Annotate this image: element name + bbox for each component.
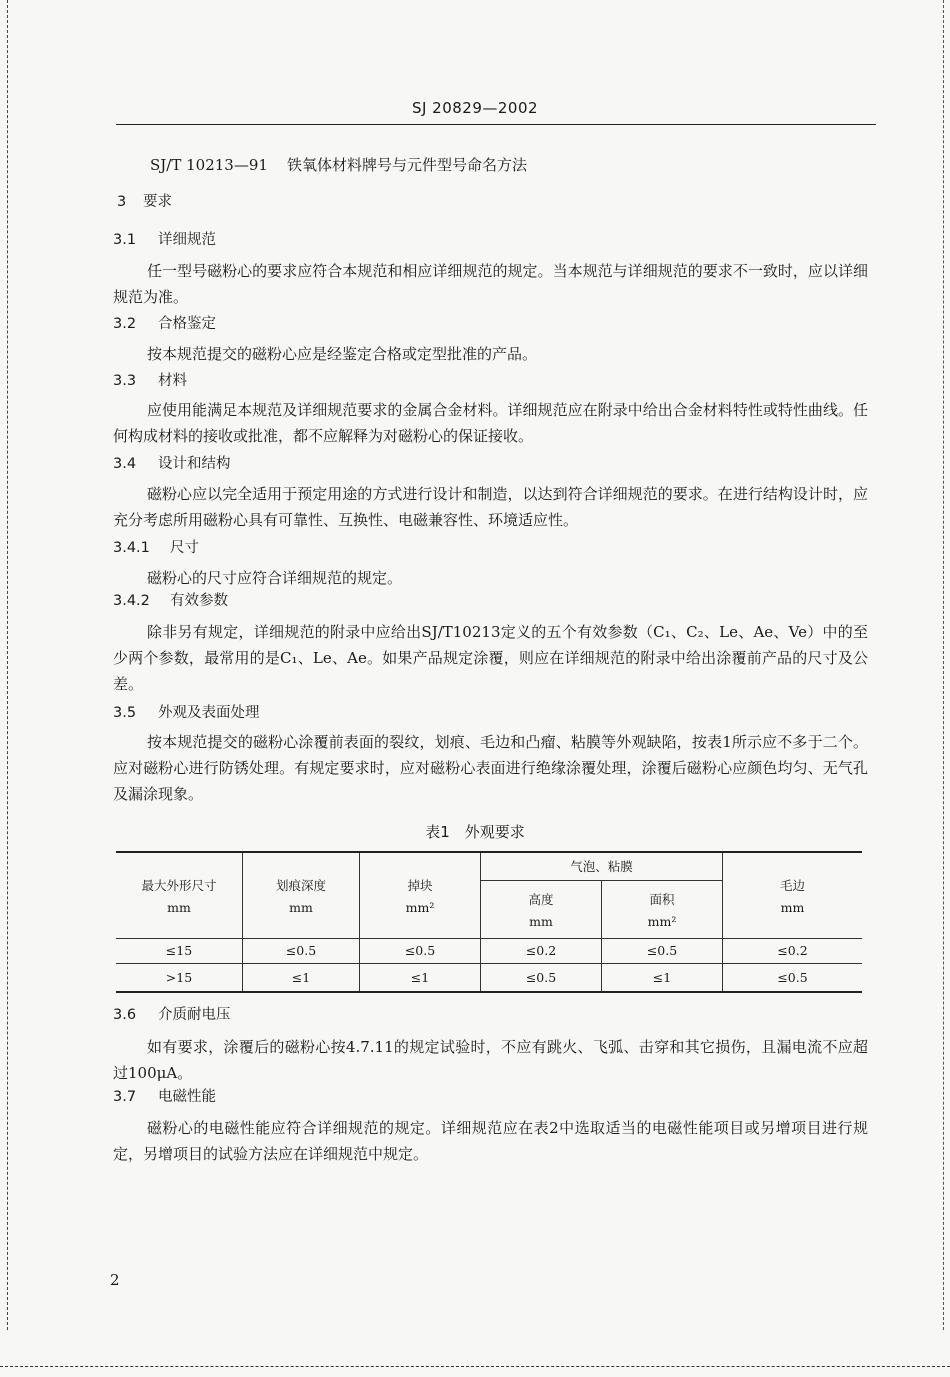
header-area-unit: mm² — [647, 913, 677, 929]
section-3-2-heading — [113, 315, 216, 333]
header-height-unit: mm — [529, 913, 553, 929]
header-area — [602, 880, 723, 938]
header-size — [116, 852, 243, 938]
header-area-label: 面积 — [649, 891, 675, 907]
section-number: 3.5 — [113, 705, 137, 721]
section-number: 3 — [117, 194, 127, 210]
section-3-4-1-body: 磁粉心的尺寸应符合详细规范的规定。 — [147, 569, 403, 587]
appearance-table — [116, 851, 862, 993]
section-title: 合格鉴定 — [158, 316, 216, 332]
section-number: 3.1 — [113, 232, 137, 248]
cell-area: ≤0.5 — [602, 938, 723, 963]
reference-title: 铁氧体材料牌号与元件型号命名方法 — [287, 156, 528, 174]
header-scratch-unit: mm — [289, 899, 313, 915]
scan-edge-left — [7, 0, 8, 1330]
section-title: 详细规范 — [158, 232, 216, 248]
table-row — [116, 963, 862, 992]
section-title: 设计和结构 — [158, 456, 231, 472]
section-number: 3.4.2 — [113, 593, 150, 609]
section-number: 3.7 — [113, 1089, 137, 1105]
section-number: 3.4.1 — [113, 540, 150, 556]
header-scratch — [243, 852, 360, 938]
section-number: 3.2 — [113, 316, 137, 332]
table-1-caption: 表1 外观要求 — [425, 823, 525, 841]
header-height — [481, 880, 602, 938]
section-3-7-body: 磁粉心的电磁性能应符合详细规范的规定。详细规范应在表2中选取适当的电磁性能项目或另增项目进行规定，另增项目的试验方法应在详细规范中规定。 — [113, 1119, 868, 1163]
section-number: 3.3 — [113, 373, 137, 389]
section-title: 有效参数 — [170, 593, 228, 609]
section-title: 介质耐电压 — [158, 1007, 231, 1023]
header-scratch-label: 划痕深度 — [275, 877, 326, 893]
cell-height: ≤0.2 — [481, 938, 602, 963]
section-title: 要求 — [143, 194, 172, 210]
section-title: 尺寸 — [170, 540, 199, 556]
section-number: 3.6 — [113, 1007, 137, 1023]
header-height-label: 高度 — [528, 891, 554, 907]
cell-height: ≤0.5 — [481, 963, 602, 992]
section-number: 3.4 — [113, 456, 137, 472]
section-3-5-heading — [113, 704, 260, 722]
cell-chip: ≤0.5 — [360, 938, 481, 963]
section-3-1-body: 任一型号磁粉心的要求应符合本规范和相应详细规范的规定。当本规范与详细规范的要求不一致时，应以详细规范为准。 — [113, 262, 868, 306]
section-3-1-heading — [113, 231, 216, 249]
section-3-5-body: 按本规范提交的磁粉心涂覆前表面的裂纹，划痕、毛边和凸瘤、粘膜等外观缺陷，按表1所示应不多于二个。应对磁粉心进行防锈处理。有规定要求时，应对磁粉心表面进行绝缘涂覆处理，涂覆后磁粉心应颜色均匀、无气孔及漏涂现象。 — [113, 733, 868, 803]
header-rule — [116, 124, 876, 125]
scan-edge-right — [943, 0, 944, 1330]
section-3-4-heading — [113, 455, 231, 473]
section-3-4-2-body: 除非另有规定，详细规范的附录中应给出SJ/T10213定义的五个有效参数（C₁、C₂、Le、Ae、Ve）中的至少两个参数，最常用的是C₁、Le、Ae。如果产品规定涂覆，则应在详细规范的附录中给出涂覆前产品的尺寸及公差。 — [113, 623, 868, 693]
cell-area: ≤1 — [602, 963, 723, 992]
cell-burr: ≤0.5 — [723, 963, 863, 992]
cell-size: ≤15 — [116, 938, 243, 963]
header-burr-label: 毛边 — [779, 877, 805, 893]
section-3-7-heading — [113, 1088, 216, 1106]
cell-scratch: ≤1 — [243, 963, 360, 992]
section-3-3-heading — [113, 372, 187, 390]
section-title: 外观及表面处理 — [158, 705, 260, 721]
section-3-2-body: 按本规范提交的磁粉心应是经鉴定合格或定型批准的产品。 — [147, 345, 538, 363]
header-bubble: 气泡、粘膜 — [481, 852, 723, 880]
header-size-label: 最大外形尺寸 — [141, 877, 217, 893]
reference-code: SJ/T 10213—91 — [150, 156, 268, 174]
section-3-heading — [117, 193, 172, 211]
header-burr-unit: mm — [780, 899, 805, 915]
header-burr — [723, 852, 863, 938]
cell-chip: ≤1 — [360, 963, 481, 992]
reference-line — [150, 156, 527, 174]
header-chip-label: 掉块 — [407, 877, 433, 893]
header-size-unit: mm — [167, 899, 191, 915]
section-title: 材料 — [158, 373, 187, 389]
table-row — [116, 938, 862, 963]
section-3-4-1-heading — [113, 539, 199, 557]
cell-size: >15 — [116, 963, 243, 992]
section-3-4-body: 磁粉心应以完全适用于预定用途的方式进行设计和制造，以达到符合详细规范的要求。在进行结构设计时，应充分考虑所用磁粉心具有可靠性、互换性、电磁兼容性、环境适应性。 — [113, 485, 868, 529]
scan-edge-bottom — [0, 1366, 950, 1367]
cell-scratch: ≤0.5 — [243, 938, 360, 963]
header-chip — [360, 852, 481, 938]
header-chip-unit: mm² — [405, 899, 435, 915]
section-3-6-body: 如有要求，涂覆后的磁粉心按4.7.11的规定试验时，不应有跳火、飞弧、击穿和其它损伤，且漏电流不应超过100μA。 — [113, 1038, 868, 1082]
cell-burr: ≤0.2 — [723, 938, 863, 963]
section-3-3-body: 应使用能满足本规范及详细规范要求的金属合金材料。详细规范应在附录中给出合金材料特性或特性曲线。任何构成材料的接收或批准，都不应解释为对磁粉心的保证接收。 — [113, 401, 868, 445]
section-3-4-2-heading — [113, 592, 228, 610]
page-number: 2 — [110, 1271, 120, 1289]
section-title: 电磁性能 — [158, 1089, 216, 1105]
doc-header-id: SJ 20829—2002 — [411, 99, 539, 117]
section-3-6-heading — [113, 1006, 231, 1024]
